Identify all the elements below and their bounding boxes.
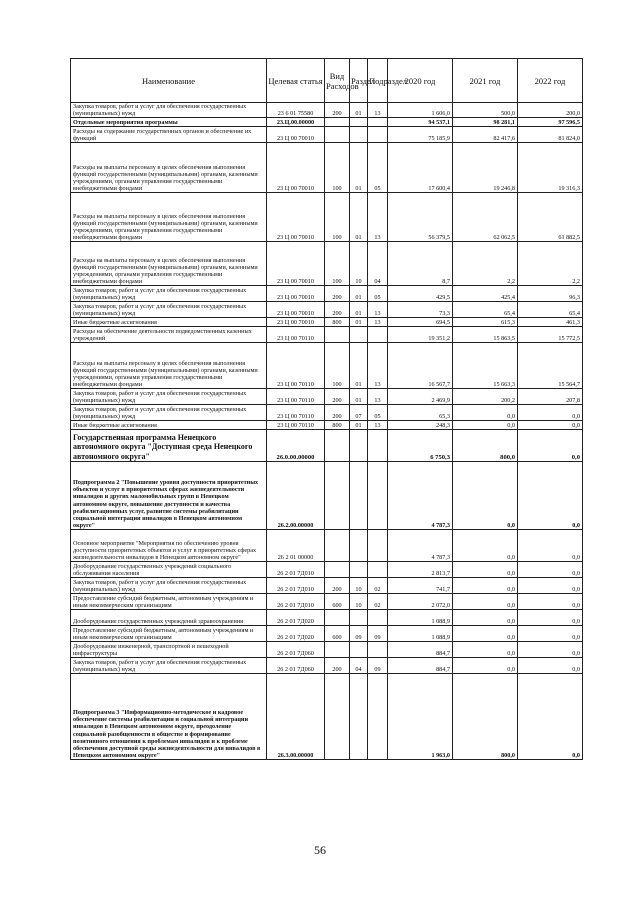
page-number: 56 [314, 843, 326, 857]
cell-v2022: 97 596,5 [518, 118, 583, 127]
cell-rz [350, 610, 368, 626]
budget-table [70, 58, 583, 760]
cell-v2022: 461,3 [518, 318, 583, 327]
cell-v2022: 0,0 [518, 658, 583, 674]
cell-name: Расходы на выплаты персоналу в целях обеспечения выполнения функций государственными (муниципальными) органами, казенными учреждениями, органами управления государственными внебюджетными фондами [71, 242, 267, 286]
cell-v2021: 0,0 [453, 578, 518, 594]
table-header-row [71, 59, 583, 103]
table-row [71, 530, 583, 562]
cell-vid: 200 [325, 103, 350, 118]
cell-v2021: 2,2 [453, 242, 518, 286]
cell-v2022: 0,0 [518, 405, 583, 421]
cell-prz: 05 [368, 143, 388, 193]
cell-v2020: 73,3 [388, 302, 453, 318]
cell-code: 23 Ц 00 70010 [267, 302, 325, 318]
cell-code: 23 Ц 00 70010 [267, 127, 325, 143]
cell-rz: 01 [350, 343, 368, 389]
cell-v2021: 65,4 [453, 302, 518, 318]
cell-code: 23 Ц 00 70110 [267, 389, 325, 405]
cell-prz [368, 674, 388, 760]
cell-vid [325, 642, 350, 658]
cell-vid: 100 [325, 143, 350, 193]
cell-v2022: 0,0 [518, 626, 583, 642]
header-2021: 2021 год [453, 59, 518, 103]
cell-rz [350, 430, 368, 462]
cell-v2020: 1 088,9 [388, 626, 453, 642]
cell-vid: 200 [325, 302, 350, 318]
cell-v2020: 94 537,1 [388, 118, 453, 127]
table-row [71, 430, 583, 462]
table-row [71, 302, 583, 318]
cell-v2022: 15 564,7 [518, 343, 583, 389]
cell-vid [325, 462, 350, 530]
cell-v2021: 0,0 [453, 642, 518, 658]
table-row [71, 127, 583, 143]
table-row [71, 118, 583, 127]
table-row [71, 674, 583, 760]
cell-v2021: 15 863,5 [453, 327, 518, 343]
cell-v2021: 0,0 [453, 405, 518, 421]
cell-v2022: 200,0 [518, 103, 583, 118]
cell-v2020: 8,7 [388, 242, 453, 286]
cell-v2020: 4 787,3 [388, 530, 453, 562]
cell-vid [325, 327, 350, 343]
table-row [71, 594, 583, 610]
cell-name: Основное мероприятие "Мероприятия по обеспечению уровня доступности приоритетных объектов и услуг в приоритетных сферах жизнедеятельности инвалидов в Ненецком автономном округе" [71, 530, 267, 562]
cell-name: Расходы на выплаты персоналу в целях обеспечения выполнения функций государственными (муниципальными) органами, казенными учреждениями, органами управления государственными внебюджетными фондами [71, 143, 267, 193]
cell-prz [368, 462, 388, 530]
cell-v2022: 19 316,3 [518, 143, 583, 193]
cell-code: 26 2 01 7Д010 [267, 594, 325, 610]
table-row [71, 610, 583, 626]
cell-code: 23 Ц 00 70110 [267, 405, 325, 421]
cell-v2021: 98 281,1 [453, 118, 518, 127]
cell-code: 26 2 01 7Д060 [267, 658, 325, 674]
cell-vid: 200 [325, 578, 350, 594]
cell-vid [325, 530, 350, 562]
cell-rz: 01 [350, 103, 368, 118]
cell-code: 26 2 01 7Д010 [267, 562, 325, 578]
cell-v2020: 1 088,9 [388, 610, 453, 626]
cell-code: 23 Ц 00 70110 [267, 421, 325, 430]
cell-name: Дооборудование инженерной, транспортной и пешеходной инфраструктуры [71, 642, 267, 658]
cell-vid: 600 [325, 594, 350, 610]
budget-page [70, 58, 582, 760]
cell-vid [325, 118, 350, 127]
table-row [71, 642, 583, 658]
cell-v2020: 741,7 [388, 578, 453, 594]
cell-name: Расходы на выплаты персоналу в целях обеспечения выполнения функций государственными (муниципальными) органами, казенными учреждениями, органами управления государственными внебюджетными фондами [71, 343, 267, 389]
cell-v2021: 0,0 [453, 658, 518, 674]
cell-vid [325, 610, 350, 626]
cell-v2021: 500,0 [453, 103, 518, 118]
cell-v2020: 6 750,3 [388, 430, 453, 462]
cell-code: 23.Ц.00.00000 [267, 118, 325, 127]
cell-name: Дооборудование государственных учреждений здравоохранения [71, 610, 267, 626]
cell-name: Государственная программа Ненецкого автономного округа "Доступная среда Ненецкого автономного округа" [71, 430, 267, 462]
cell-v2022: 0,0 [518, 674, 583, 760]
table-row [71, 318, 583, 327]
cell-rz: 01 [350, 143, 368, 193]
cell-v2020: 56 379,5 [388, 193, 453, 242]
cell-prz: 13 [368, 302, 388, 318]
cell-rz: 10 [350, 242, 368, 286]
cell-v2022: 0,0 [518, 610, 583, 626]
cell-prz [368, 610, 388, 626]
cell-rz [350, 562, 368, 578]
cell-prz: 09 [368, 626, 388, 642]
cell-rz [350, 327, 368, 343]
cell-rz: 10 [350, 594, 368, 610]
cell-code: 26.0.00.00000 [267, 430, 325, 462]
cell-v2022: 61 882,5 [518, 193, 583, 242]
cell-rz: 04 [350, 658, 368, 674]
cell-v2021: 800,0 [453, 674, 518, 760]
cell-code: 26.3.00.00000 [267, 674, 325, 760]
cell-prz: 13 [368, 389, 388, 405]
cell-v2020: 19 351,2 [388, 327, 453, 343]
cell-v2020: 2 813,7 [388, 562, 453, 578]
cell-code: 26 2 01 7Д060 [267, 642, 325, 658]
cell-rz: 01 [350, 421, 368, 430]
cell-code: 26 2 01 7Д020 [267, 626, 325, 642]
cell-v2020: 75 185,9 [388, 127, 453, 143]
cell-vid [325, 674, 350, 760]
cell-v2021: 0,0 [453, 421, 518, 430]
header-podrazdel: Подраздел [368, 59, 388, 103]
cell-v2021: 200,2 [453, 389, 518, 405]
cell-prz [368, 530, 388, 562]
table-row [71, 343, 583, 389]
cell-code: 23 Ц 00 70110 [267, 343, 325, 389]
cell-code: 23 Ц 00 70010 [267, 143, 325, 193]
cell-prz: 02 [368, 594, 388, 610]
header-razdel: Раздел [350, 59, 368, 103]
cell-code: 23 Ц 00 70110 [267, 327, 325, 343]
cell-v2020: 16 567,7 [388, 343, 453, 389]
header-vid: Вид Расходов [325, 59, 350, 103]
cell-rz: 01 [350, 389, 368, 405]
cell-code: 23 Ц 00 70010 [267, 286, 325, 302]
cell-v2020: 248,3 [388, 421, 453, 430]
cell-prz: 04 [368, 242, 388, 286]
cell-name: Расходы на выплаты персоналу в целях обеспечения выполнения функций государственными (муниципальными) органами, казенными учреждениями, органами управления государственными внебюджетными фондами [71, 193, 267, 242]
table-row [71, 405, 583, 421]
cell-rz: 01 [350, 286, 368, 302]
cell-v2021: 0,0 [453, 530, 518, 562]
cell-v2020: 65,3 [388, 405, 453, 421]
cell-v2022: 96,3 [518, 286, 583, 302]
cell-rz: 10 [350, 578, 368, 594]
cell-name: Предоставление субсидий бюджетным, автономным учреждениям и иным некоммерческим организациям [71, 626, 267, 642]
cell-v2021: 0,0 [453, 610, 518, 626]
header-2020: 2020 год [388, 59, 453, 103]
cell-code: 26 2 01 00000 [267, 530, 325, 562]
cell-v2021: 0,0 [453, 626, 518, 642]
cell-v2022: 81 824,0 [518, 127, 583, 143]
cell-v2021: 82 417,6 [453, 127, 518, 143]
cell-v2022: 0,0 [518, 562, 583, 578]
cell-vid: 100 [325, 193, 350, 242]
cell-v2021: 62 062,5 [453, 193, 518, 242]
cell-rz [350, 127, 368, 143]
cell-name: Подпрограмма 2 "Повышение уровня доступности приоритетных объектов и услуг в приоритетных сферах жизнедеятельности инвалидов и других маломобильных групп в Ненецком автономном округе, повышение доступности и качества реабилитационных услуг, развитие системы реабилитации социальной интеграции инвалидов в Ненецком автономном округе" [71, 462, 267, 530]
cell-v2022: 0,0 [518, 462, 583, 530]
table-row [71, 389, 583, 405]
cell-rz [350, 118, 368, 127]
table-row [71, 578, 583, 594]
table-row [71, 562, 583, 578]
cell-rz: 07 [350, 405, 368, 421]
cell-vid: 200 [325, 405, 350, 421]
cell-prz: 05 [368, 405, 388, 421]
cell-v2022: 2,2 [518, 242, 583, 286]
cell-vid: 800 [325, 421, 350, 430]
cell-name: Закупка товаров, работ и услуг для обеспечения государственных (муниципальных) нужд [71, 405, 267, 421]
cell-rz: 01 [350, 318, 368, 327]
cell-vid: 100 [325, 242, 350, 286]
cell-name: Подпрограмма 3 "Информационно-методическое и кадровое обеспечение системы реабилитации и социальной интеграции инвалидов в Ненецком автономном округе, преодоление социальной разобщенности в обществе и формирование позитивного отношения к проблемам инвалидов и к проблеме обеспечения доступной среды жизнедеятельности для инвалидов в Ненецком автономном округе" [71, 674, 267, 760]
cell-v2022: 0,0 [518, 430, 583, 462]
header-name: Наименование [71, 59, 267, 103]
cell-vid [325, 430, 350, 462]
table-row [71, 242, 583, 286]
cell-v2021: 615,3 [453, 318, 518, 327]
table-row [71, 421, 583, 430]
cell-v2020: 694,5 [388, 318, 453, 327]
cell-v2020: 2 469,9 [388, 389, 453, 405]
cell-prz [368, 430, 388, 462]
cell-v2021: 800,0 [453, 430, 518, 462]
cell-vid: 200 [325, 389, 350, 405]
cell-v2022: 0,0 [518, 642, 583, 658]
cell-vid [325, 127, 350, 143]
cell-v2020: 429,5 [388, 286, 453, 302]
cell-prz [368, 562, 388, 578]
table-row [71, 658, 583, 674]
cell-v2021: 19 246,8 [453, 143, 518, 193]
cell-v2021: 0,0 [453, 594, 518, 610]
cell-code: 26 2 01 7Д010 [267, 578, 325, 594]
cell-v2020: 4 787,3 [388, 462, 453, 530]
cell-v2020: 1 606,0 [388, 103, 453, 118]
cell-prz: 13 [368, 343, 388, 389]
cell-vid: 200 [325, 658, 350, 674]
cell-prz [368, 642, 388, 658]
cell-v2020: 2 072,0 [388, 594, 453, 610]
cell-v2022: 0,0 [518, 594, 583, 610]
cell-v2022: 15 772,5 [518, 327, 583, 343]
cell-name: Закупка товаров, работ и услуг для обеспечения государственных (муниципальных) нужд [71, 103, 267, 118]
cell-rz: 09 [350, 626, 368, 642]
header-2022: 2022 год [518, 59, 583, 103]
cell-prz: 05 [368, 286, 388, 302]
cell-v2022: 0,0 [518, 578, 583, 594]
cell-rz: 01 [350, 193, 368, 242]
cell-name: Отдельные мероприятия программы [71, 118, 267, 127]
cell-v2021: 0,0 [453, 462, 518, 530]
cell-v2020: 884,7 [388, 658, 453, 674]
cell-prz [368, 327, 388, 343]
cell-vid: 200 [325, 286, 350, 302]
header-code: Целевая статья [267, 59, 325, 103]
cell-code: 23 Ц 00 70010 [267, 318, 325, 327]
cell-v2022: 207,8 [518, 389, 583, 405]
table-body [71, 103, 583, 760]
cell-name: Закупка товаров, работ и услуг для обеспечения государственных (муниципальных) нужд [71, 286, 267, 302]
table-row [71, 462, 583, 530]
cell-rz [350, 642, 368, 658]
cell-code: 23 6 01 75580 [267, 103, 325, 118]
table-row [71, 103, 583, 118]
cell-v2020: 884,7 [388, 642, 453, 658]
cell-prz: 02 [368, 578, 388, 594]
cell-name: Закупка товаров, работ и услуг для обеспечения государственных (муниципальных) нужд [71, 578, 267, 594]
cell-vid: 100 [325, 343, 350, 389]
cell-rz: 01 [350, 302, 368, 318]
cell-v2022: 65,4 [518, 302, 583, 318]
cell-code: 23 Ц 00 70010 [267, 242, 325, 286]
cell-vid: 600 [325, 626, 350, 642]
cell-v2021: 15 663,3 [453, 343, 518, 389]
cell-vid [325, 562, 350, 578]
cell-name: Закупка товаров, работ и услуг для обеспечения государственных (муниципальных) нужд [71, 389, 267, 405]
cell-name: Иные бюджетные ассигнования [71, 421, 267, 430]
table-row [71, 143, 583, 193]
table-row [71, 286, 583, 302]
cell-name: Иные бюджетные ассигнования [71, 318, 267, 327]
cell-prz [368, 118, 388, 127]
cell-name: Расходы на обеспечение деятельности подведомственных казенных учреждений [71, 327, 267, 343]
cell-v2022: 0,0 [518, 421, 583, 430]
cell-code: 26.2.00.00000 [267, 462, 325, 530]
table-row [71, 327, 583, 343]
cell-prz [368, 127, 388, 143]
cell-code: 23 Ц 00 70010 [267, 193, 325, 242]
table-row [71, 193, 583, 242]
cell-rz [350, 674, 368, 760]
cell-prz: 13 [368, 103, 388, 118]
cell-v2022: 0,0 [518, 530, 583, 562]
cell-vid: 800 [325, 318, 350, 327]
cell-name: Предоставление субсидий бюджетным, автономным учреждениям и иным некоммерческим организациям [71, 594, 267, 610]
cell-prz: 13 [368, 193, 388, 242]
cell-v2020: 17 600,4 [388, 143, 453, 193]
cell-rz [350, 462, 368, 530]
cell-prz: 13 [368, 318, 388, 327]
cell-v2020: 1 963,0 [388, 674, 453, 760]
cell-prz: 09 [368, 658, 388, 674]
cell-name: Закупка товаров, работ и услуг для обеспечения государственных (муниципальных) нужд [71, 658, 267, 674]
cell-name: Закупка товаров, работ и услуг для обеспечения государственных (муниципальных) нужд [71, 302, 267, 318]
cell-v2021: 425,4 [453, 286, 518, 302]
cell-name: Дооборудование государственных учреждений социального обслуживания населения [71, 562, 267, 578]
cell-name: Расходы на содержание государственных органов и обеспечение их функций [71, 127, 267, 143]
cell-code: 26 2 01 7Д020 [267, 610, 325, 626]
cell-prz: 13 [368, 421, 388, 430]
table-row [71, 626, 583, 642]
cell-v2021: 0,0 [453, 562, 518, 578]
cell-rz [350, 530, 368, 562]
